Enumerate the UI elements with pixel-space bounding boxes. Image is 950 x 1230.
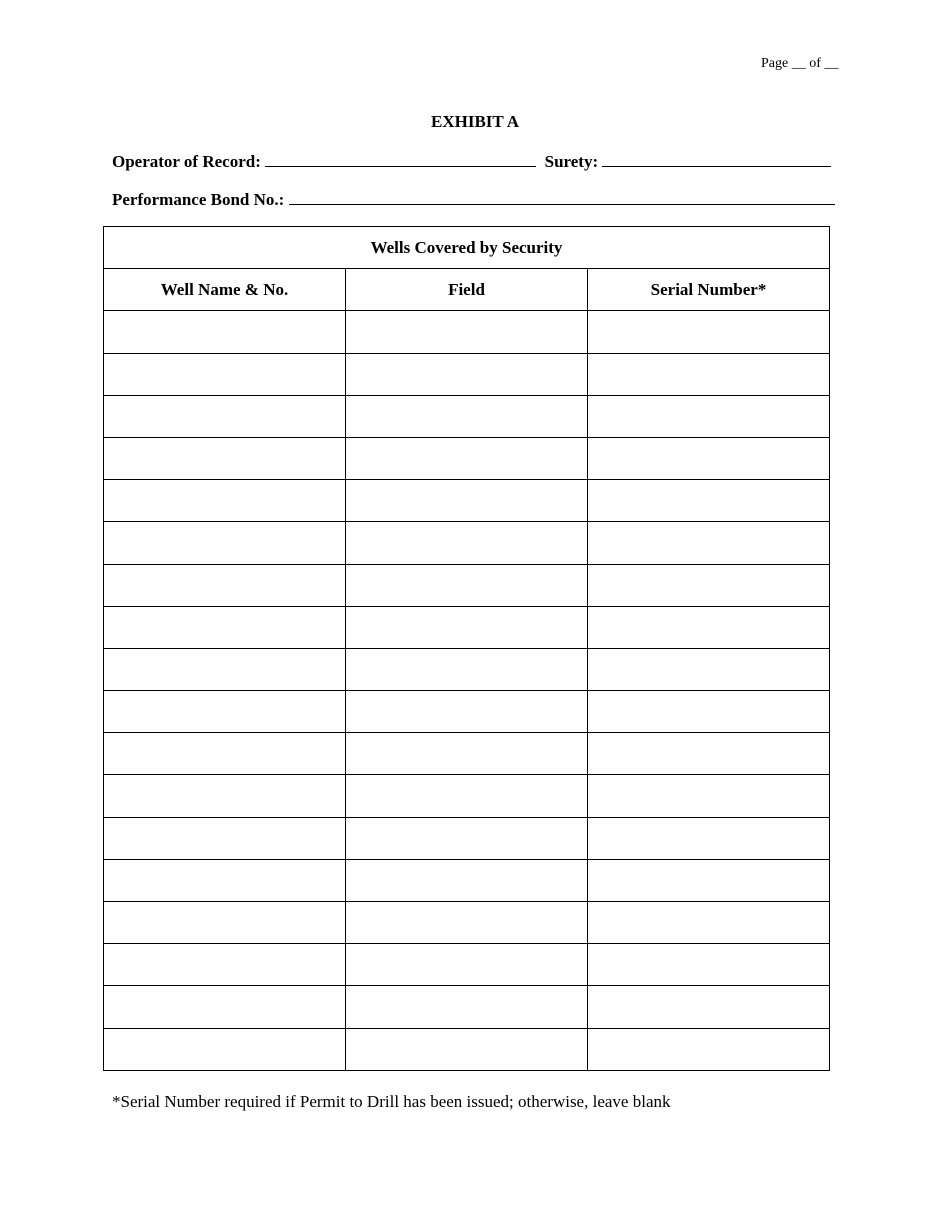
table-row (104, 395, 830, 437)
table-caption-row (104, 227, 830, 269)
serial-number-cell[interactable] (588, 944, 830, 986)
page-number: Page __ of __ (761, 56, 839, 71)
table-row (104, 606, 830, 648)
field-cell[interactable] (346, 522, 588, 564)
bond-number-field[interactable] (289, 188, 835, 205)
well-name-cell[interactable] (104, 480, 346, 522)
well-name-cell[interactable] (104, 859, 346, 901)
serial-number-cell[interactable] (588, 1028, 830, 1070)
table-row (104, 522, 830, 564)
field-cell[interactable] (346, 564, 588, 606)
table-row (104, 311, 830, 353)
field-cell[interactable] (346, 395, 588, 437)
field-cell[interactable] (346, 480, 588, 522)
field-cell[interactable] (346, 1028, 588, 1070)
well-name-cell[interactable] (104, 902, 346, 944)
serial-number-cell[interactable] (588, 311, 830, 353)
field-cell[interactable] (346, 606, 588, 648)
field-cell[interactable] (346, 944, 588, 986)
field-cell[interactable] (346, 353, 588, 395)
table-row (104, 437, 830, 479)
well-name-cell[interactable] (104, 648, 346, 690)
serial-number-cell[interactable] (588, 817, 830, 859)
well-name-cell[interactable] (104, 395, 346, 437)
field-cell[interactable] (346, 859, 588, 901)
bond-row (112, 188, 835, 210)
column-header-well-name: Well Name & No. (104, 269, 346, 311)
table-row (104, 691, 830, 733)
table-row (104, 353, 830, 395)
serial-number-cell[interactable] (588, 775, 830, 817)
well-name-cell[interactable] (104, 1028, 346, 1070)
table-row (104, 986, 830, 1028)
table-header-row (104, 269, 830, 311)
serial-number-cell[interactable] (588, 986, 830, 1028)
table-row (104, 733, 830, 775)
well-name-cell[interactable] (104, 986, 346, 1028)
field-cell[interactable] (346, 902, 588, 944)
operator-surety-row (112, 150, 831, 172)
field-cell[interactable] (346, 986, 588, 1028)
well-name-cell[interactable] (104, 691, 346, 733)
well-name-cell[interactable] (104, 311, 346, 353)
well-name-cell[interactable] (104, 353, 346, 395)
serial-number-cell[interactable] (588, 564, 830, 606)
table-row (104, 648, 830, 690)
table-row (104, 902, 830, 944)
wells-table (103, 226, 830, 1071)
serial-number-cell[interactable] (588, 859, 830, 901)
serial-number-cell[interactable] (588, 353, 830, 395)
serial-number-cell[interactable] (588, 648, 830, 690)
well-name-cell[interactable] (104, 817, 346, 859)
table-row (104, 775, 830, 817)
serial-number-cell[interactable] (588, 437, 830, 479)
surety-label: Surety: (544, 152, 599, 171)
field-cell[interactable] (346, 733, 588, 775)
operator-label: Operator of Record: (112, 152, 261, 171)
table-row (104, 564, 830, 606)
well-name-cell[interactable] (104, 522, 346, 564)
well-name-cell[interactable] (104, 606, 346, 648)
field-cell[interactable] (346, 817, 588, 859)
well-name-cell[interactable] (104, 437, 346, 479)
field-cell[interactable] (346, 775, 588, 817)
bond-label: Performance Bond No.: (112, 190, 285, 209)
well-name-cell[interactable] (104, 733, 346, 775)
wells-table-body (104, 311, 830, 1070)
well-name-cell[interactable] (104, 775, 346, 817)
field-cell[interactable] (346, 691, 588, 733)
surety-field[interactable] (602, 150, 831, 167)
table-caption: Wells Covered by Security (104, 227, 830, 269)
serial-number-cell[interactable] (588, 733, 830, 775)
field-cell[interactable] (346, 437, 588, 479)
serial-number-cell[interactable] (588, 522, 830, 564)
field-cell[interactable] (346, 311, 588, 353)
well-name-cell[interactable] (104, 564, 346, 606)
serial-number-footnote: *Serial Number required if Permit to Drill has been issued; otherwise, leave blank (112, 1092, 671, 1111)
serial-number-cell[interactable] (588, 606, 830, 648)
operator-field[interactable] (265, 150, 536, 167)
well-name-cell[interactable] (104, 944, 346, 986)
serial-number-cell[interactable] (588, 902, 830, 944)
table-row (104, 944, 830, 986)
serial-number-cell[interactable] (588, 480, 830, 522)
column-header-serial-number: Serial Number* (588, 269, 830, 311)
exhibit-title: EXHIBIT A (430, 112, 520, 131)
table-row (104, 859, 830, 901)
serial-number-cell[interactable] (588, 395, 830, 437)
column-header-field: Field (346, 269, 588, 311)
table-row (104, 817, 830, 859)
field-cell[interactable] (346, 648, 588, 690)
table-row (104, 1028, 830, 1070)
table-row (104, 480, 830, 522)
serial-number-cell[interactable] (588, 691, 830, 733)
